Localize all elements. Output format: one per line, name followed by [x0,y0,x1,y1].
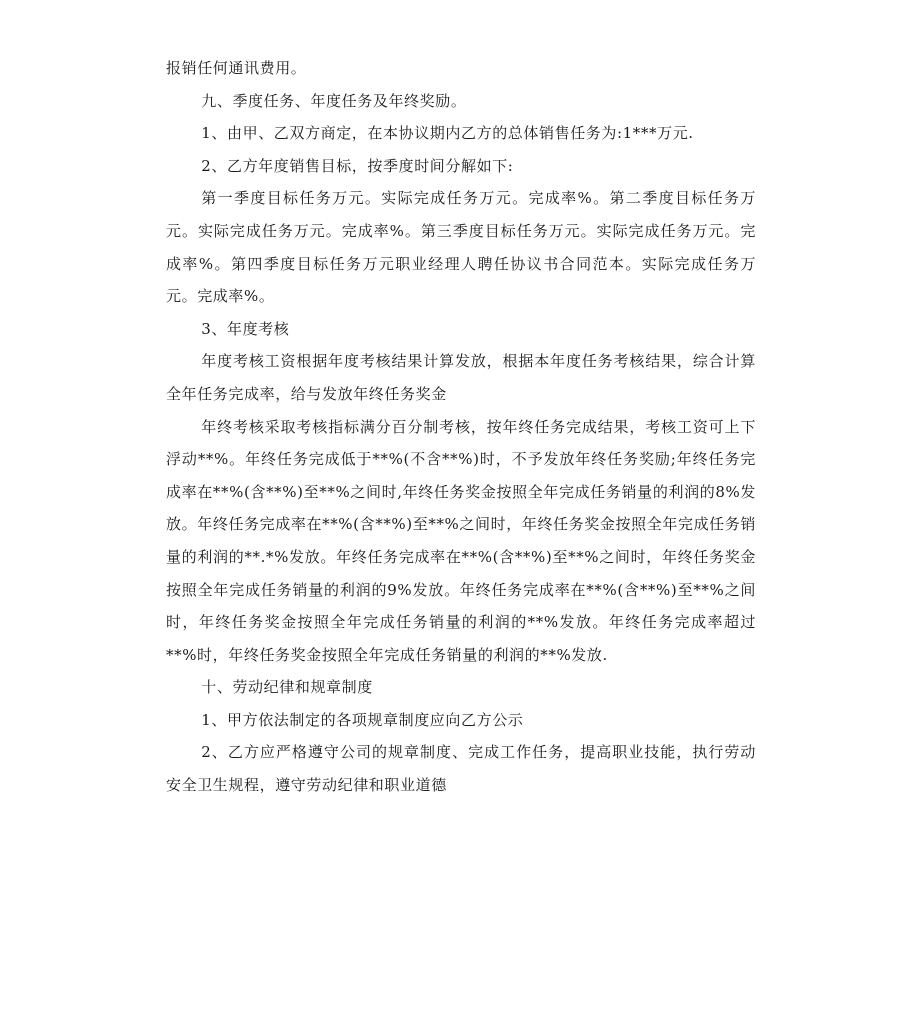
paragraph-expense-continuation: 报销任何通讯费用。 [166,59,307,77]
paragraph-rules-publication: 1、甲方依法制定的各项规章制度应向乙方公示 [201,710,524,729]
section-heading-quarterly-tasks: 九、季度任务、年度任务及年终奖励。 [201,91,467,110]
paragraph-total-sales-task: 1、由甲、乙双方商定，在本协议期内乙方的总体销售任务为:1***万元. [201,124,694,143]
paragraph-quarterly-breakdown: 第一季度目标任务万元。实际完成任务万元。完成率%。第二季度目标任务万元。实际完成任务万元。完成率%。第三季度目标任务万元。实际完成任务万元。完成率%。第四季度目标任务万元职业经理人聘任协议书合同范本。实际完成任务万元。完成率%。 [166,189,756,306]
paragraph-assessment-salary: 年度考核工资根据年度考核结果计算发放，根据本年度任务考核结果，综合计算全年任务完成率，给与发放年终任务奖金 [166,352,756,403]
section-heading-labor-discipline: 十、劳动纪律和规章制度 [201,678,373,697]
paragraph-annual-target: 2、乙方年度销售目标，按季度时间分解如下: [201,156,514,175]
subheading-annual-assessment: 3、年度考核 [201,319,290,338]
paragraph-year-end-bonus: 年终考核采取考核指标满分百分制考核，按年终任务完成结果，考核工资可上下浮动**%。年终任务完成低于**%(不含**%)时，不予发放年终任务奖励;年终任务完成率在**%(含**%)至**%之间时,年终任务奖金按照全年完成任务销量的利润的8%发放。年终任务完成率在**%(含**%)至**%之间时，年终任务奖金按照全年完成任务销量的利润的**.*%发放。年终任务完成率在**%(含**%)至**%之间时，年终任务奖金按照全年完成任务销量的利润的9%发放。年终任务完成率在**%(含**%)至**%之间时，年终任务奖金按照全年完成任务销量的利润的**%发放。年终任务完成率超过**%时，年终任务奖金按照全年完成任务销量的利润的**%发放. [166,417,756,664]
document-body [166,52,756,802]
paragraph-employee-obligations: 2、乙方应严格遵守公司的规章制度、完成工作任务，提高职业技能，执行劳动安全卫生规程，遵守劳动纪律和职业道德 [166,743,756,795]
